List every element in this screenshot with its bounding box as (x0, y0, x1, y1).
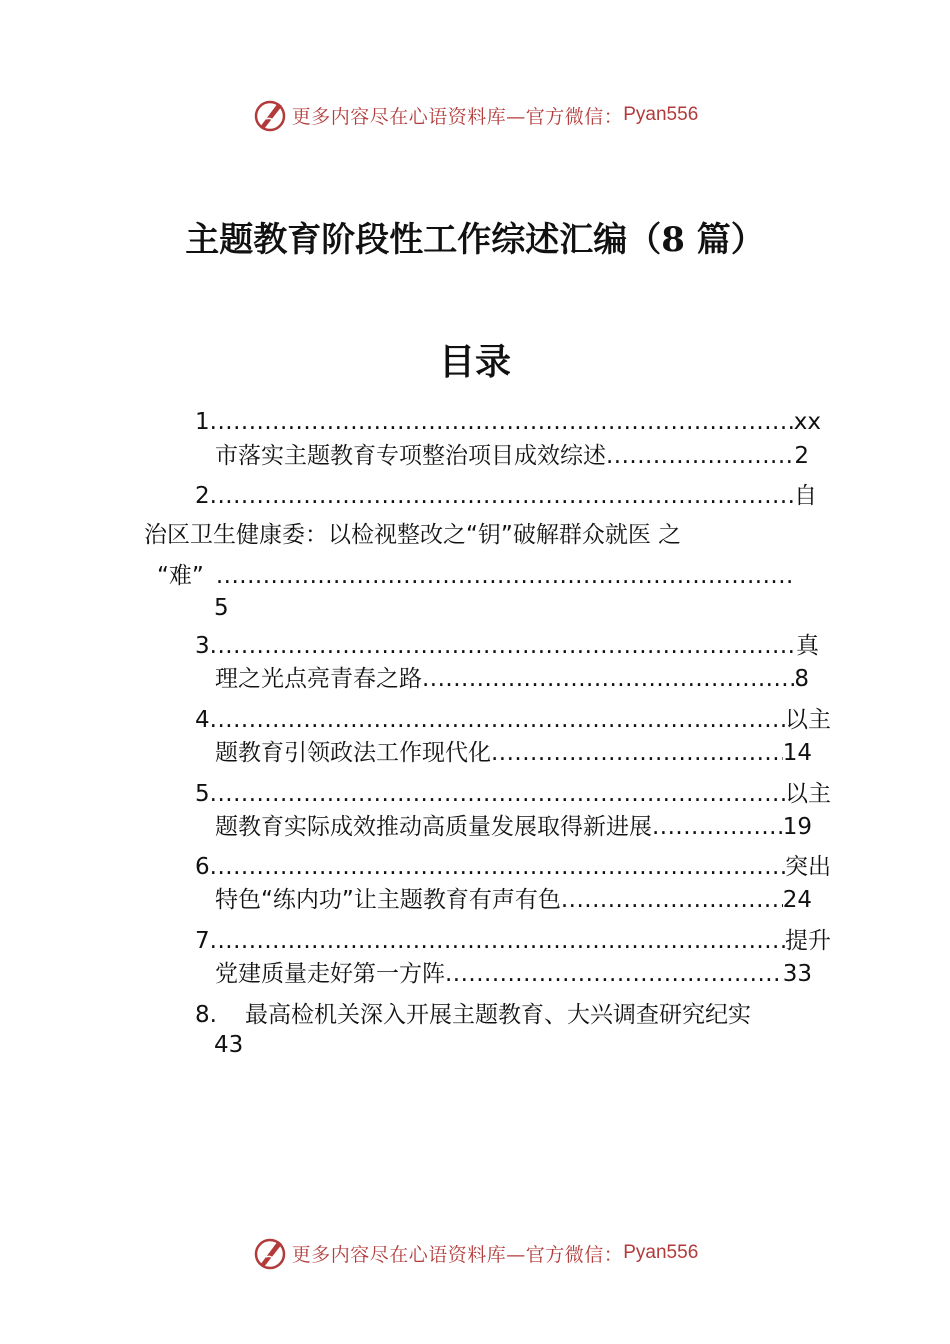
quill-logo-icon (252, 1235, 288, 1271)
dot-leader (210, 778, 785, 810)
toc-entry-1[interactable] (195, 406, 821, 438)
toc-entry-title: 党建质量走好第一方阵 (215, 961, 445, 987)
dot-leader (210, 630, 796, 662)
dot-leader (422, 663, 794, 695)
toc-heading: 目录 (438, 341, 511, 383)
toc-entry-page: 33 (782, 961, 812, 987)
toc-entry-2-cont-b[interactable] (157, 560, 792, 592)
toc-entry-7-cont[interactable] (215, 958, 812, 990)
header-watermark (0, 95, 950, 135)
toc-entry-7[interactable] (195, 925, 831, 957)
dot-leader (210, 925, 785, 957)
toc-entry-title-start: 真 (796, 633, 819, 659)
toc-entry-6-cont[interactable] (215, 884, 812, 916)
toc-entry-title-start: xx (793, 409, 821, 435)
toc-entry-title-start: 以主 (785, 781, 831, 807)
toc-entry-title-start: 自 (794, 483, 817, 509)
toc-entry-number: 3 (195, 633, 210, 659)
dot-leader (491, 737, 783, 769)
toc-entry-3[interactable] (195, 630, 819, 662)
toc-entry-number: 1 (195, 409, 210, 435)
toc-entry-8-page[interactable]: 43 (214, 1032, 244, 1058)
toc-entry-3-cont[interactable] (215, 663, 809, 695)
dot-leader (606, 440, 794, 472)
dot-leader (216, 560, 792, 592)
dot-leader (445, 958, 783, 990)
toc-entry-number: 4 (195, 707, 210, 733)
toc-entry-1-cont[interactable] (215, 440, 809, 472)
toc-entry-title-start: 提升 (785, 928, 831, 954)
toc-entry-title: 题教育实际成效推动高质量发展取得新进展 (215, 814, 652, 840)
toc-entry-number: 7 (195, 928, 210, 954)
toc-entry-page: 24 (782, 887, 812, 913)
toc-entry-title: 理之光点亮青春之路 (215, 666, 422, 692)
dot-leader (210, 851, 785, 883)
toc-entry-2-page[interactable]: 5 (214, 595, 229, 621)
toc-entry-title-start: 以主 (785, 707, 831, 733)
dot-leader (210, 480, 794, 512)
quill-logo-icon (252, 97, 288, 133)
toc-entry-page: 14 (782, 740, 812, 766)
dot-leader (652, 811, 783, 843)
document-title: 主题教育阶段性工作综述汇编（8 篇） (185, 220, 765, 260)
footer-watermark (0, 1233, 950, 1273)
toc-entry-title-start: 突出 (785, 854, 831, 880)
watermark-wechat-id: Pyan556 (623, 104, 699, 125)
dot-leader (210, 704, 785, 736)
toc-entry-title: 最高检机关深入开展主题教育、大兴调查研究纪实 (244, 1002, 751, 1028)
toc-entry-number: 8. (195, 1002, 217, 1028)
toc-entry-page: 2 (794, 443, 809, 469)
toc-entry-page: 19 (782, 814, 812, 840)
toc-entry-title: “难” (157, 563, 204, 589)
toc-entry-5[interactable] (195, 778, 831, 810)
toc-entry-4[interactable] (195, 704, 831, 736)
toc-entry-number: 5 (195, 781, 210, 807)
watermark-text: 更多内容尽在心语资料库—官方微信： (291, 105, 624, 128)
toc-entry-2[interactable] (195, 480, 817, 512)
toc-entry-2-cont-a[interactable]: 治区卫生健康委：以检视整改之“钥”破解群众就医 之 (144, 522, 682, 548)
toc-entry-number: 6 (195, 854, 210, 880)
toc-entry-8[interactable] (195, 999, 751, 1031)
toc-entry-title: 特色“练内功”让主题教育有声有色 (215, 887, 561, 913)
toc-entry-title: 市落实主题教育专项整治项目成效综述 (215, 443, 606, 469)
toc-entry-title: 题教育引领政法工作现代化 (215, 740, 491, 766)
toc-entry-6[interactable] (195, 851, 831, 883)
watermark-wechat-id: Pyan556 (623, 1242, 699, 1263)
dot-leader (210, 406, 794, 438)
toc-entry-4-cont[interactable] (215, 737, 812, 769)
dot-leader (561, 884, 783, 916)
toc-entry-page: 8 (794, 666, 809, 692)
toc-entry-5-cont[interactable] (215, 811, 812, 843)
watermark-text: 更多内容尽在心语资料库—官方微信： (291, 1243, 624, 1266)
toc-entry-number: 2 (195, 483, 210, 509)
